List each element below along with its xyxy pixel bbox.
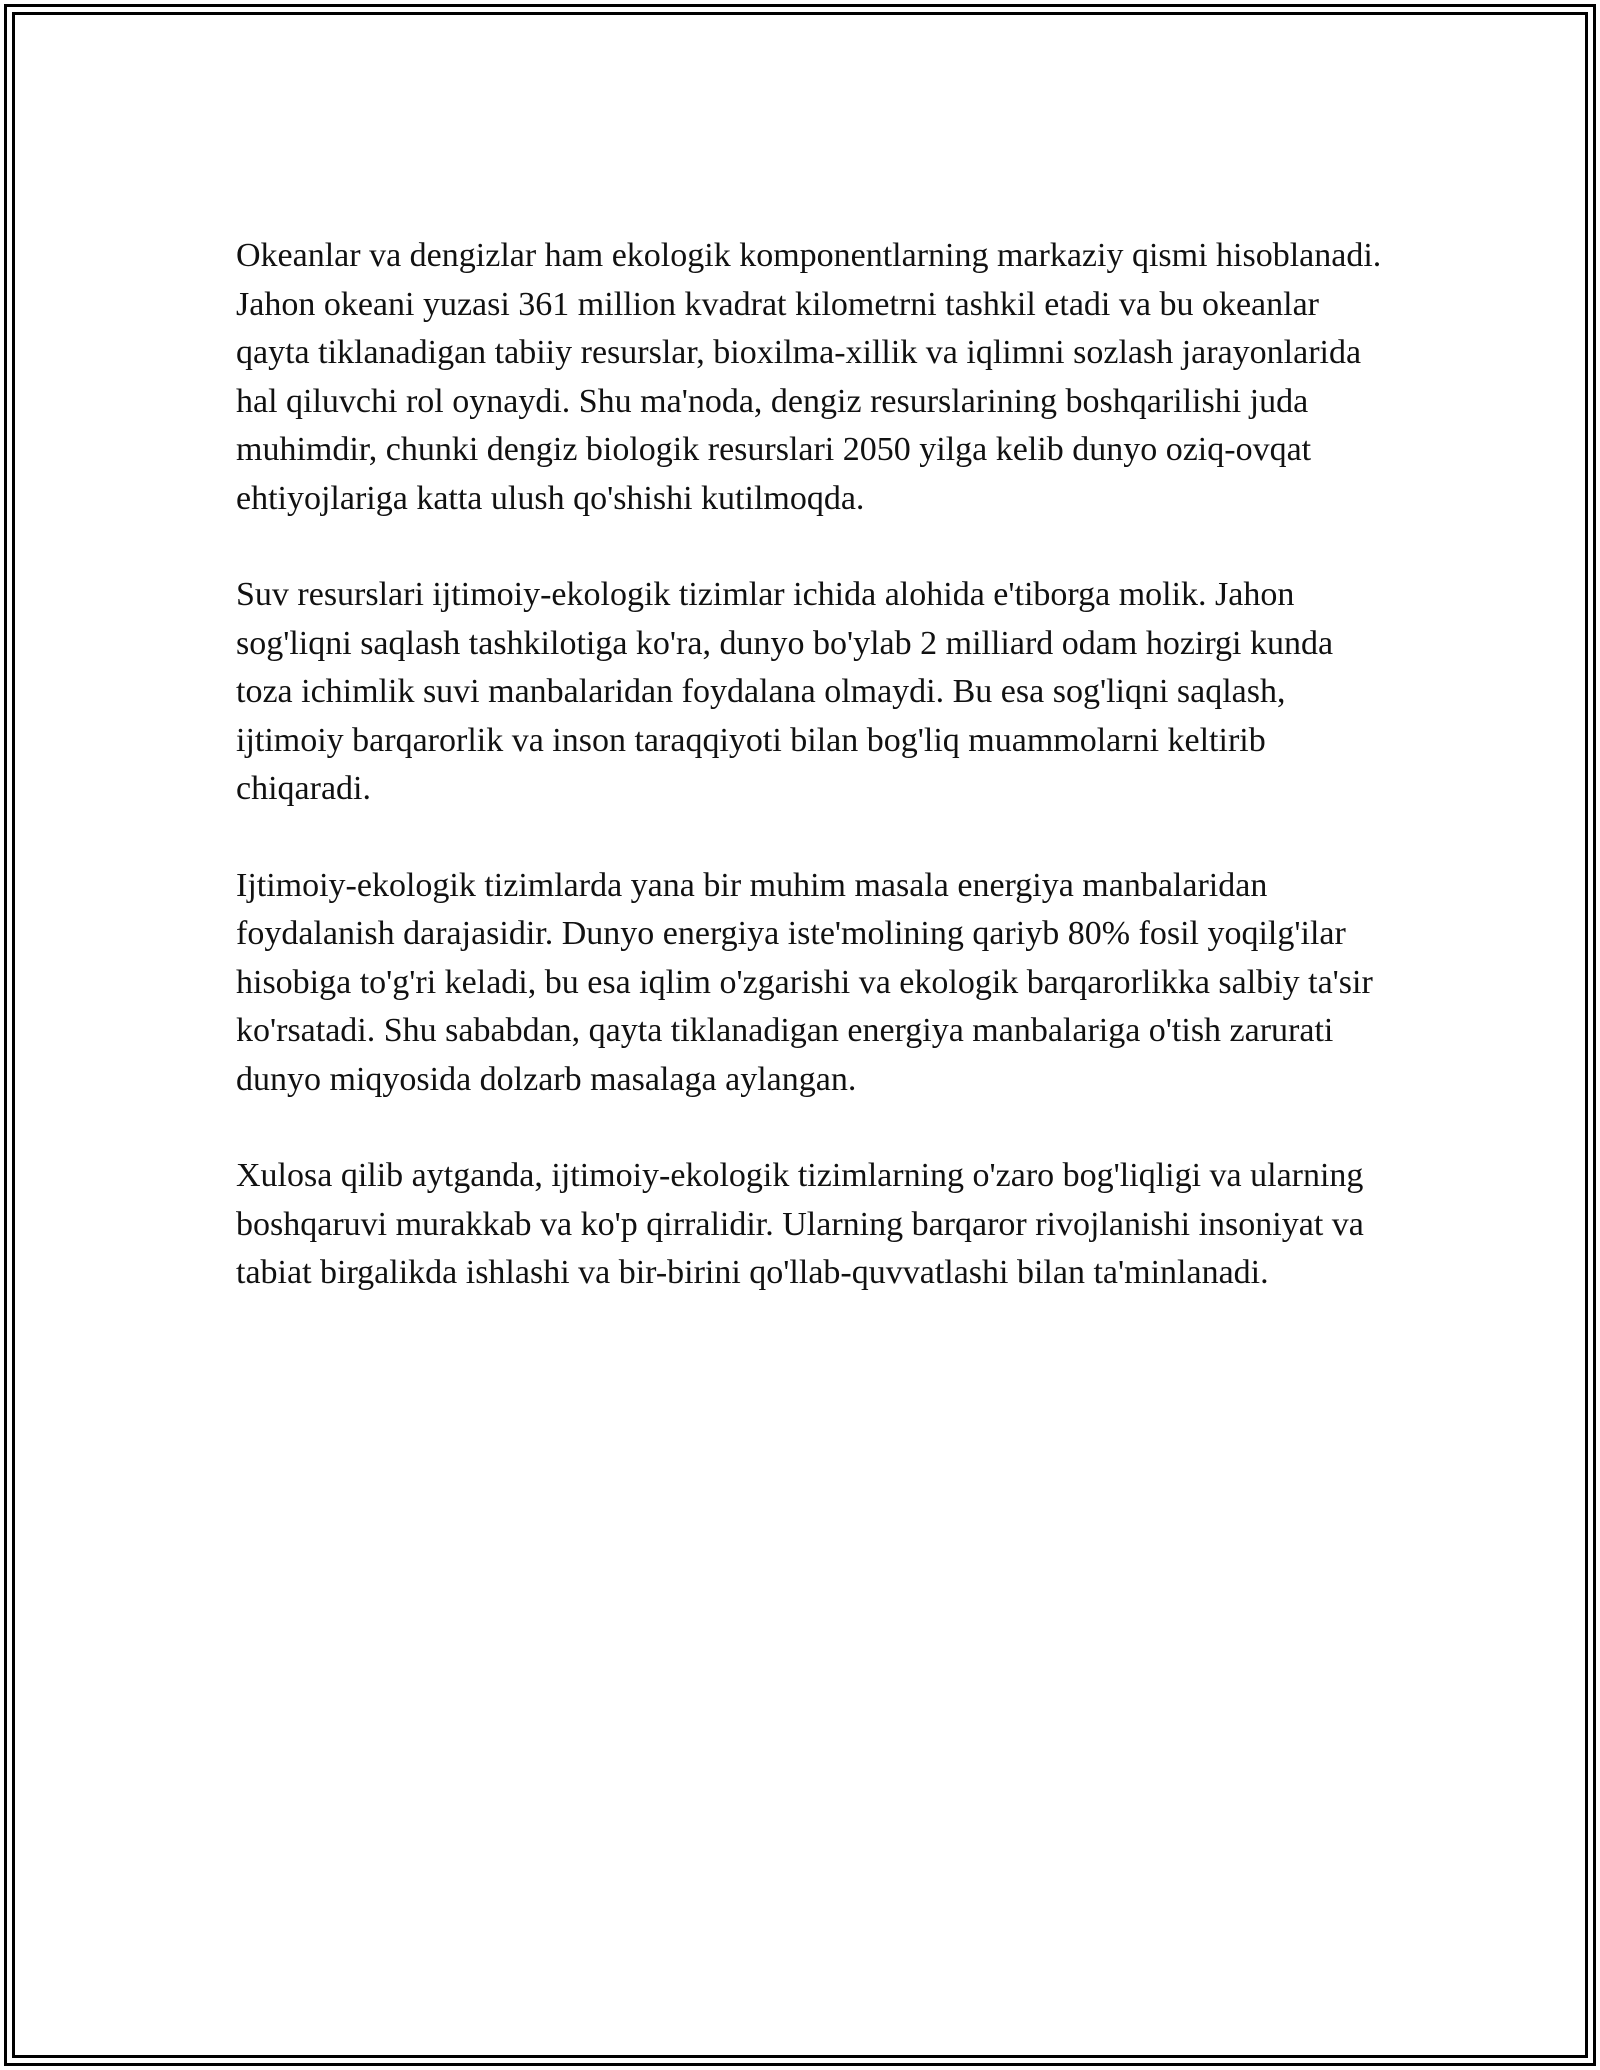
paragraph-water-resources: Suv resurslari ijtimoiy-ekologik tizimlar ichida alohida e'tiborga molik. Jahon sog'liqni saqlash tashkilotiga ko'ra, dunyo bo'ylab 2 milliard odam hozirgi kunda toza ichimlik suvi manbalaridan foydalana olmaydi. Bu esa sog'liqni saqlash, ijtimoiy barqarorlik va inson taraqqiyoti bilan bog'liq muammolarni keltirib chiqaradi.	[236, 576, 1334, 807]
paragraph-conclusion: Xulosa qilib aytganda, ijtimoiy-ekologik tizimlarning o'zaro bog'liqligi va ularning boshqaruvi murakkab va ko'p qirralidir. Ularning barqaror rivojlanishi insoniyat va tabiat birgalikda ishlashi va bir-birini qo'llab-quvvatlashi bilan ta'minlanadi.	[236, 1157, 1364, 1291]
document-body	[236, 232, 1396, 1346]
paragraph-energy: Ijtimoiy-ekologik tizimlarda yana bir muhim masala energiya manbalaridan foydalanish darajasidir. Dunyo energiya iste'molining qariyb 80% fosil yoqilg'ilar hisobiga to'g'ri keladi, bu esa iqlim o'zgarishi va ekologik barqarorlikka salbiy ta'sir ko'rsatadi. Shu sababdan, qayta tiklanadigan energiya manbalariga o'tish zarurati dunyo miqyosida dolzarb masalaga aylangan.	[236, 866, 1373, 1098]
paragraph-oceans: Okeanlar va dengizlar ham ekologik komponentlarning markaziy qismi hisoblanadi. Jahon okeani yuzasi 361 million kvadrat kilometrni tashkil etadi va bu okeanlar qayta tiklanadigan tabiiy resurslar, bioxilma-xillik va iqlimni sozlash jarayonlarida hal qiluvchi rol oynaydi. Shu ma'noda, dengiz resurslarining boshqarilishi juda muhimdir, chunki dengiz biologik resurslari 2050 yilga kelib dunyo oziq-ovqat ehtiyojlariga katta ulush qo'shishi kutilmoqda.	[236, 237, 1382, 517]
